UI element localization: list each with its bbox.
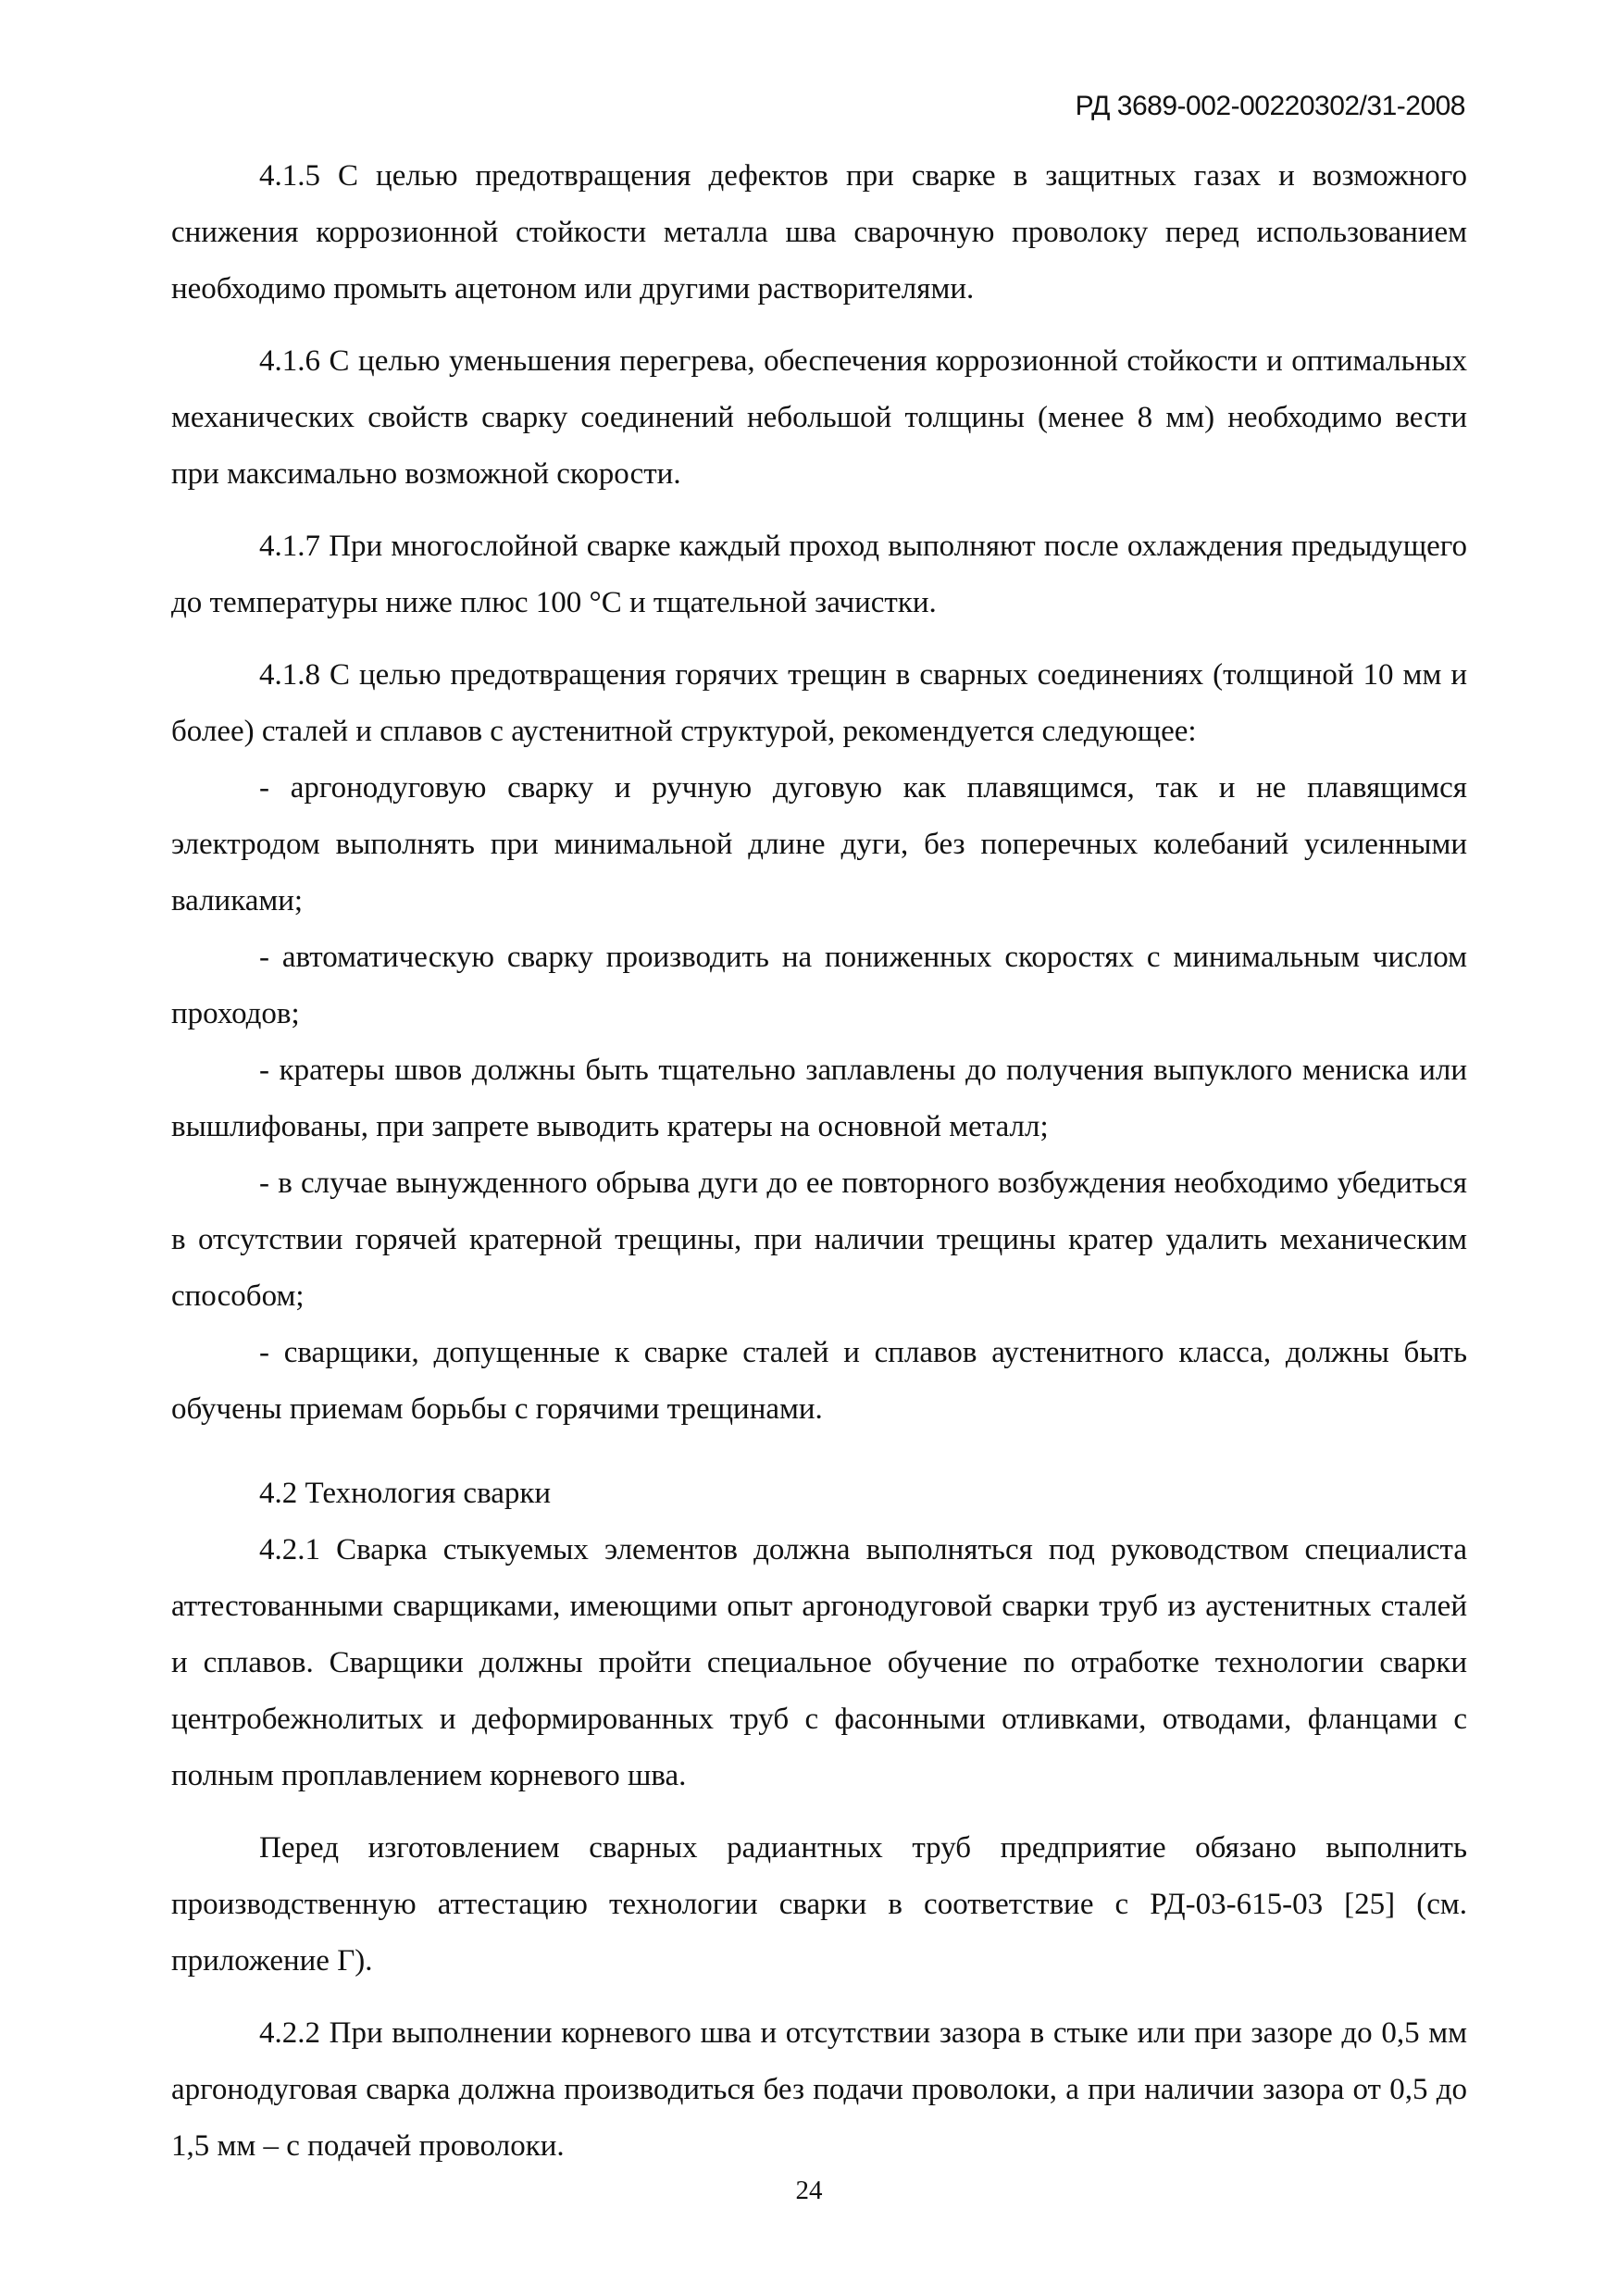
paragraph-4-2-1: 4.2.1 Сварка стыкуемых элементов должна выполняться под руководством специалиста аттестованными сварщиками, имеющими опыт аргонодуговой сварки труб из аустенитных сталей и сплавов. Сварщики должны пройти специальное обучение по отработке технологии сварки центробежнолитых и деформированных труб с фасонными отливками, отводами, фланцами с полным проплавлением корневого шва. <box>171 1533 1467 1792</box>
list-item-automatic-welding: - автоматическую сварку производить на пониженных скоростях с минимальным числом проходов; <box>171 941 1467 1030</box>
paragraph-4-1-8: 4.1.8 С целью предотвращения горячих трещин в сварных соединениях (толщиной 10 мм и более) сталей и сплавов с аустенитной структурой, рекомендуется следующее: <box>171 658 1467 748</box>
paragraph-4-1-5: 4.1.5 С целью предотвращения дефектов при сварке в защитных газах и возможного снижения коррозионной стойкости металла шва сварочную проволоку перед использованием необходимо промыть ацетоном или другими растворителями. <box>171 159 1467 306</box>
paragraph-4-1-6: 4.1.6 С целью уменьшения перегрева, обеспечения коррозионной стойкости и оптимальных механических свойств сварку соединений небольшой толщины (менее 8 мм) необходимо вести при максимально возможной скорости. <box>171 344 1467 491</box>
paragraph-attestation: Перед изготовлением сварных радиантных труб предприятие обязано выполнить производственную аттестацию технологии сварки в соответствие с РД-03-615-03 [25] (см. приложение Г). <box>171 1831 1467 1978</box>
paragraph-4-1-7: 4.1.7 При многослойной сварке каждый проход выполняют после охлаждения предыдущего до температуры ниже плюс 100 °С и тщательной зачистки. <box>171 530 1467 619</box>
paragraph-4-2-2: 4.2.2 При выполнении корневого шва и отсутствии зазора в стыке или при зазоре до 0,5 мм аргонодуговая сварка должна производиться без подачи проволоки, а при наличии зазора от 0,5 до 1,5 мм – с подачей проволоки. <box>171 2016 1467 2163</box>
document-body <box>171 148 1467 2175</box>
document-code: РД 3689-002-00220302/31-2008 <box>1075 91 1465 121</box>
list-item-arc-break: - в случае вынужденного обрыва дуги до ее повторного возбуждения необходимо убедиться в отсутствии горячей кратерной трещины, при наличии трещины кратер удалить механическим способом; <box>171 1167 1467 1313</box>
section-heading-4-2: 4.2 Технология сварки <box>259 1477 552 1510</box>
list-item-craters: - кратеры швов должны быть тщательно заплавлены до получения выпуклого мениска или вышлифованы, при запрете выводить кратеры на основной металл; <box>171 1054 1467 1143</box>
list-item-welders-training: - сварщики, допущенные к сварке сталей и сплавов аустенитного класса, должны быть обучены приемам борьбы с горячими трещинами. <box>171 1336 1467 1426</box>
list-item-arc-welding: - аргонодуговую сварку и ручную дуговую как плавящимся, так и не плавящимся электродом выполнять при минимальной длине дуги, без поперечных колебаний усиленными валиками; <box>171 771 1467 917</box>
page-number: 24 <box>795 2176 823 2205</box>
